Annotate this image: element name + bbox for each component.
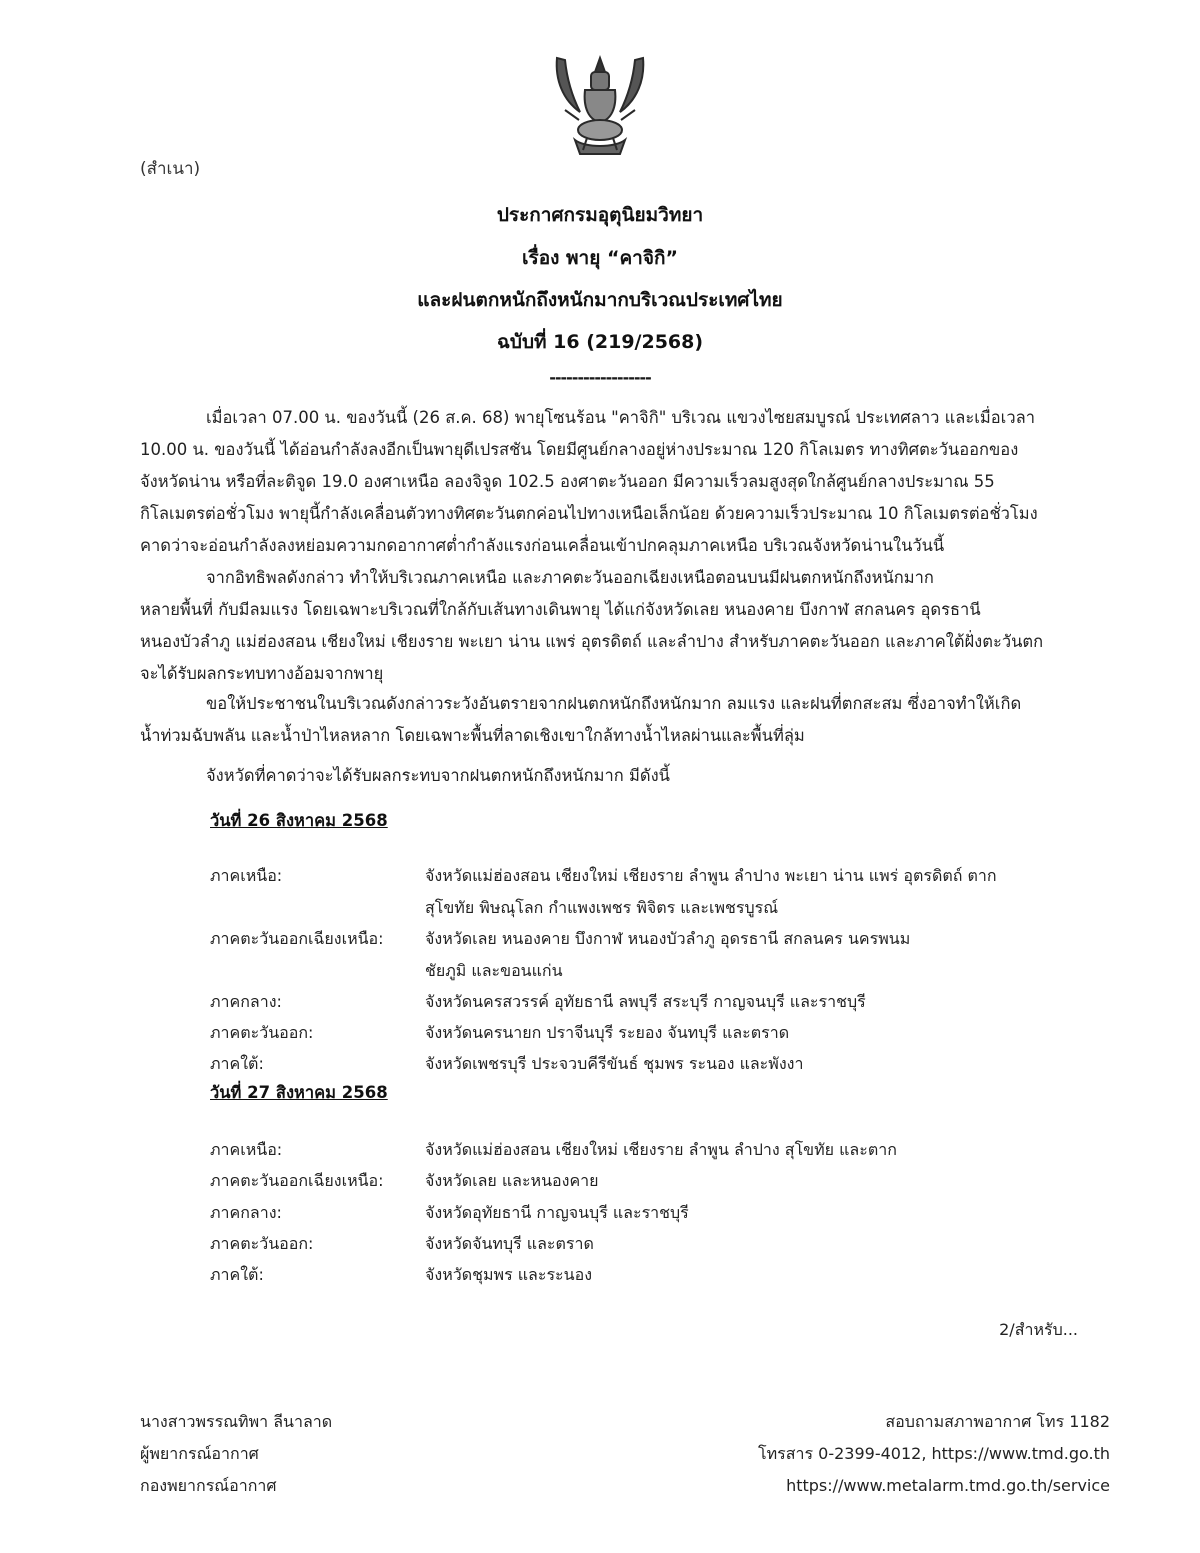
paragraph-line: เมื่อเวลา 07.00 น. ของวันนี้ (26 ส.ค. 68) พายุโซนร้อน "คาจิกิ" บริเวณ แขวงไซยสมบูรณ์ ประเทศลาว และเมื่อเวลา: [206, 408, 1035, 427]
region-label: ภาคกลาง:: [210, 992, 282, 1011]
region-provinces: [425, 1228, 1065, 1260]
paragraph-line: คาดว่าจะอ่อนกำลังลงหย่อมความกดอากาศต่ำกำลังแรงก่อนเคลื่อนเข้าปกคลุมภาคเหนือ บริเวณจังหวัดน่านในวันนี้: [140, 536, 945, 555]
copy-mark: (สำเนา): [140, 159, 201, 179]
paragraph-line: ขอให้ประชาชนในบริเวณดังกล่าวระวังอันตรายจากฝนตกหนักถึงหนักมาก ลมแรง และฝนที่ตกสะสม ซึ่งอาจทำให้เกิด: [206, 694, 1022, 713]
province-line: จังหวัดนครสวรรค์ อุทัยธานี ลพบุรี สระบุรี กาญจนบุรี และราชบุรี: [425, 992, 866, 1011]
issue-number: ฉบับที่ 16 (219/2568): [496, 331, 704, 353]
province-line: จังหวัดอุทัยธานี กาญจนบุรี และราชบุรี: [425, 1203, 689, 1222]
paragraph-line: จะได้รับผลกระทบทางอ้อมจากพายุ: [140, 664, 384, 683]
region-label: ภาคกลาง:: [210, 1203, 282, 1222]
subject-subtitle: และฝนตกหนักถึงหนักมากบริเวณประเทศไทย: [417, 289, 783, 311]
region-label: ภาคตะวันออกเฉียงเหนือ:: [210, 1171, 384, 1190]
region-label: ภาคใต้:: [210, 1054, 264, 1073]
province-line: จังหวัดแม่ฮ่องสอน เชียงใหม่ เชียงราย ลำพูน ลำปาง สุโขทัย และตาก: [425, 1140, 897, 1159]
province-line: จังหวัดแม่ฮ่องสอน เชียงใหม่ เชียงราย ลำพูน ลำปาง พะเยา น่าน แพร่ อุตรดิตถ์ ตาก: [425, 866, 997, 885]
paragraph-provinces-intro: [140, 760, 1080, 792]
region-label: ภาคใต้:: [210, 1265, 264, 1284]
paragraph-line: จังหวัดน่าน หรือที่ละติจูด 19.0 องศาเหนือ ลองจิจูด 102.5 องศาตะวันออก มีความเร็วลมสูงสุดใกล้ศูนย์กลางประมาณ 55: [140, 472, 995, 491]
region-provinces: [425, 923, 1065, 987]
region-provinces: [425, 1048, 1065, 1080]
region-provinces: [425, 1259, 1065, 1291]
paragraph-line: หนองบัวลำภู แม่ฮ่องสอน เชียงใหม่ เชียงราย พะเยา น่าน แพร่ อุตรดิตถ์ และลำปาง สำหรับภาคตะวันออก และภาคใต้ฝั่งตะวันตก: [140, 632, 1044, 651]
contact-service-url: https://www.metalarm.tmd.go.th/service: [786, 1476, 1110, 1495]
contact-block: [758, 1406, 1110, 1502]
contact-phone: สอบถามสภาพอากาศ โทร 1182: [885, 1412, 1110, 1431]
region-label: ภาคตะวันออก:: [210, 1234, 314, 1253]
region-provinces: [425, 1197, 1065, 1229]
signatory-division: กองพยากรณ์อากาศ: [140, 1476, 277, 1495]
region-label: ภาคเหนือ:: [210, 866, 283, 885]
contact-fax-website: โทรสาร 0-2399-4012, https://www.tmd.go.th: [758, 1444, 1110, 1463]
forecast-date-heading: วันที่ 26 สิงหาคม 2568: [210, 811, 388, 830]
title-separator: ------------------: [549, 368, 651, 387]
region-provinces: [425, 1017, 1065, 1049]
province-line: จังหวัดนครนายก ปราจีนบุรี ระยอง จันทบุรี และตราด: [425, 1023, 790, 1042]
region-provinces: [425, 1165, 1065, 1197]
province-line: จังหวัดเลย หนองคาย บึงกาฬ หนองบัวลำภู อุดรธานี สกลนคร นครพนม: [425, 929, 911, 948]
forecast-date-heading: วันที่ 27 สิงหาคม 2568: [210, 1083, 388, 1102]
paragraph-line: จังหวัดที่คาดว่าจะได้รับผลกระทบจากฝนตกหนักถึงหนักมาก มีดังนี้: [206, 766, 670, 785]
province-line: จังหวัดเลย และหนองคาย: [425, 1171, 599, 1190]
paragraph-storm-status: [140, 402, 1080, 562]
paragraph-line: กิโลเมตรต่อชั่วโมง พายุนี้กำลังเคลื่อนตัวทางทิศตะวันตกค่อนไปทางเหนือเล็กน้อย ด้วยความเร็วประมาณ 10 กิโลเมตรต่อชั่วโมง: [140, 504, 1038, 523]
paragraph-impact: [140, 562, 1080, 690]
paragraph-line: หลายพื้นที่ กับมีลมแรง โดยเฉพาะบริเวณที่ใกล้กับเส้นทางเดินพายุ ได้แก่จังหวัดเลย หนองคาย บึงกาฬ สกลนคร อุดรธานี: [140, 600, 981, 619]
region-provinces: [425, 860, 1065, 924]
province-line: ชัยภูมิ และขอนแก่น: [425, 961, 563, 980]
signatory-name: นางสาวพรรณทิพา ลีนาลาด: [140, 1412, 333, 1431]
signatory-position: ผู้พยากรณ์อากาศ: [140, 1444, 259, 1463]
paragraph-line: จากอิทธิพลดังกล่าว ทำให้บริเวณภาคเหนือ และภาคตะวันออกเฉียงเหนือตอนบนมีฝนตกหนักถึงหนักมาก: [206, 568, 934, 587]
paragraph-line: 10.00 น. ของวันนี้ ได้อ่อนกำลังลงอีกเป็นพายุดีเปรสชัน โดยมีศูนย์กลางอยู่ห่างประมาณ 120 กิโลเมตร ทางทิศตะวันออกของ: [140, 440, 1019, 459]
province-line: จังหวัดชุมพร และระนอง: [425, 1265, 592, 1284]
region-provinces: [425, 986, 1065, 1018]
garuda-emblem-icon: [545, 50, 655, 160]
paragraph-line: น้ำท่วมฉับพลัน และน้ำป่าไหลหลาก โดยเฉพาะพื้นที่ลาดเชิงเขาใกล้ทางน้ำไหลผ่านและพื้นที่ลุ่ม: [140, 726, 805, 745]
province-line: สุโขทัย พิษณุโลก กำแพงเพชร พิจิตร และเพชรบูรณ์: [425, 898, 779, 917]
region-label: ภาคตะวันออกเฉียงเหนือ:: [210, 929, 384, 948]
next-page-marker: 2/สำหรับ...: [999, 1320, 1078, 1339]
paragraph-warning: [140, 688, 1080, 752]
region-label: ภาคตะวันออก:: [210, 1023, 314, 1042]
issuer-title: ประกาศกรมอุตุนิยมวิทยา: [496, 204, 704, 226]
province-line: จังหวัดจันทบุรี และตราด: [425, 1234, 594, 1253]
subject-title: เรื่อง พายุ “คาจิกิ”: [522, 247, 678, 269]
region-provinces: [425, 1134, 1065, 1166]
province-line: จังหวัดเพชรบุรี ประจวบคีรีขันธ์ ชุมพร ระนอง และพังงา: [425, 1054, 804, 1073]
signature-block: [140, 1406, 332, 1502]
region-label: ภาคเหนือ:: [210, 1140, 283, 1159]
